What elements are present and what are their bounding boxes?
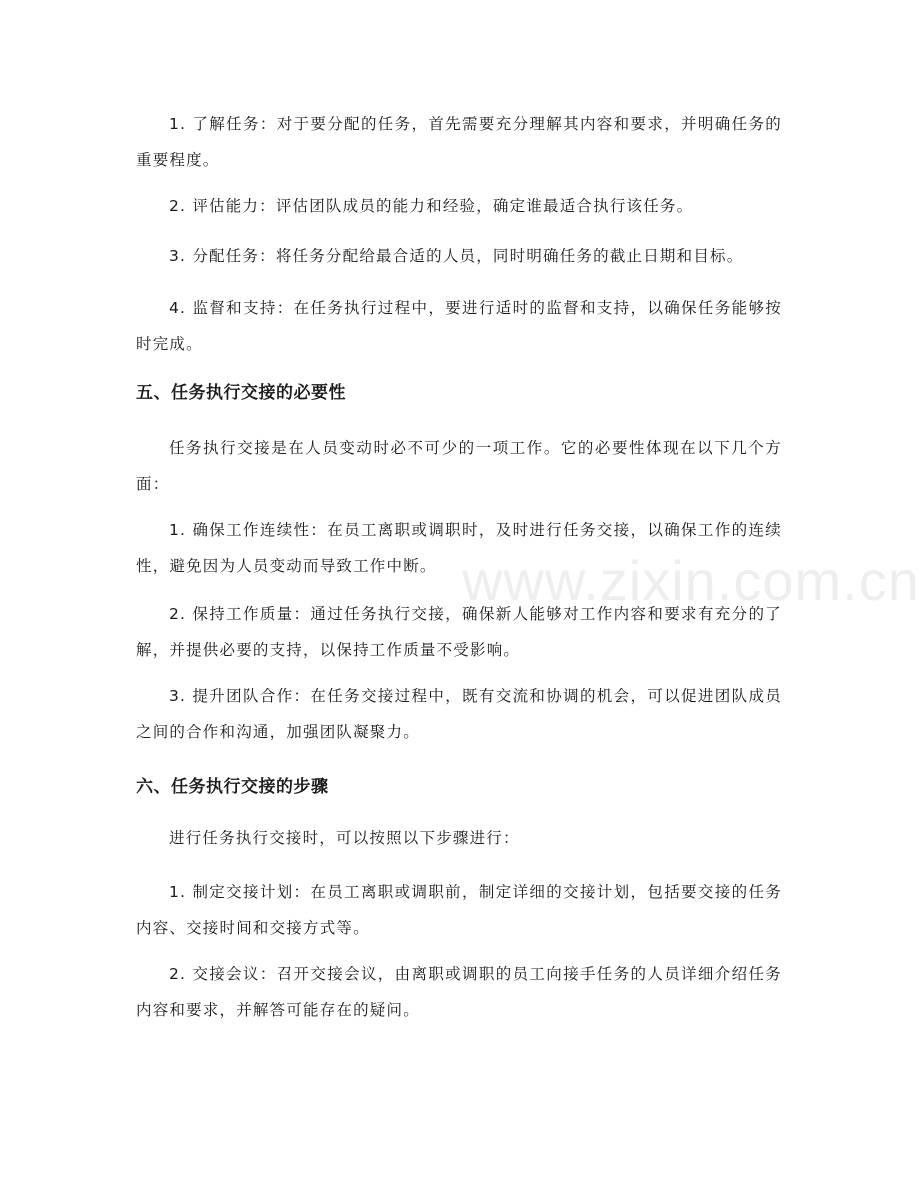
paragraph-understand-task: 1. 了解任务：对于要分配的任务，首先需要充分理解其内容和要求，并明确任务的重要程度。 [136, 115, 782, 169]
paragraph-handover-meeting: 2. 交接会议：召开交接会议，由离职或调职的员工向接手任务的人员详细介绍任务内容和要求，并解答可能存在的疑问。 [136, 965, 782, 1019]
paragraph-necessity-intro: 任务执行交接是在人员变动时必不可少的一项工作。它的必要性体现在以下几个方面： [136, 439, 782, 493]
paragraph-assign-task: 3. 分配任务：将任务分配给最合适的人员，同时明确任务的截止日期和目标。 [169, 247, 744, 265]
section-five-heading: 五、任务执行交接的必要性 [136, 383, 346, 403]
paragraph-steps-intro: 进行任务执行交接时，可以按照以下步骤进行： [169, 829, 520, 847]
paragraph-quality: 2. 保持工作质量：通过任务执行交接，确保新人能够对工作内容和要求有充分的了解，并提供必要的支持，以保持工作质量不受影响。 [136, 605, 782, 659]
watermark: www.zixin.com.cn [462, 549, 920, 612]
paragraph-handover-plan: 1. 制定交接计划：在员工离职或调职前，制定详细的交接计划，包括要交接的任务内容、交接时间和交接方式等。 [136, 883, 782, 937]
section-six-heading: 六、任务执行交接的步骤 [136, 777, 329, 797]
paragraph-continuity: 1. 确保工作连续性：在员工离职或调职时，及时进行任务交接，以确保工作的连续性，避免因为人员变动而导致工作中断。 [136, 521, 782, 575]
paragraph-teamwork: 3. 提升团队合作：在任务交接过程中，既有交流和协调的机会，可以促进团队成员之间的合作和沟通，加强团队凝聚力。 [136, 687, 782, 741]
paragraph-evaluate-ability: 2. 评估能力：评估团队成员的能力和经验，确定谁最适合执行该任务。 [169, 197, 694, 215]
paragraph-supervise-support: 4. 监督和支持：在任务执行过程中，要进行适时的监督和支持，以确保任务能够按时完成。 [136, 299, 782, 353]
